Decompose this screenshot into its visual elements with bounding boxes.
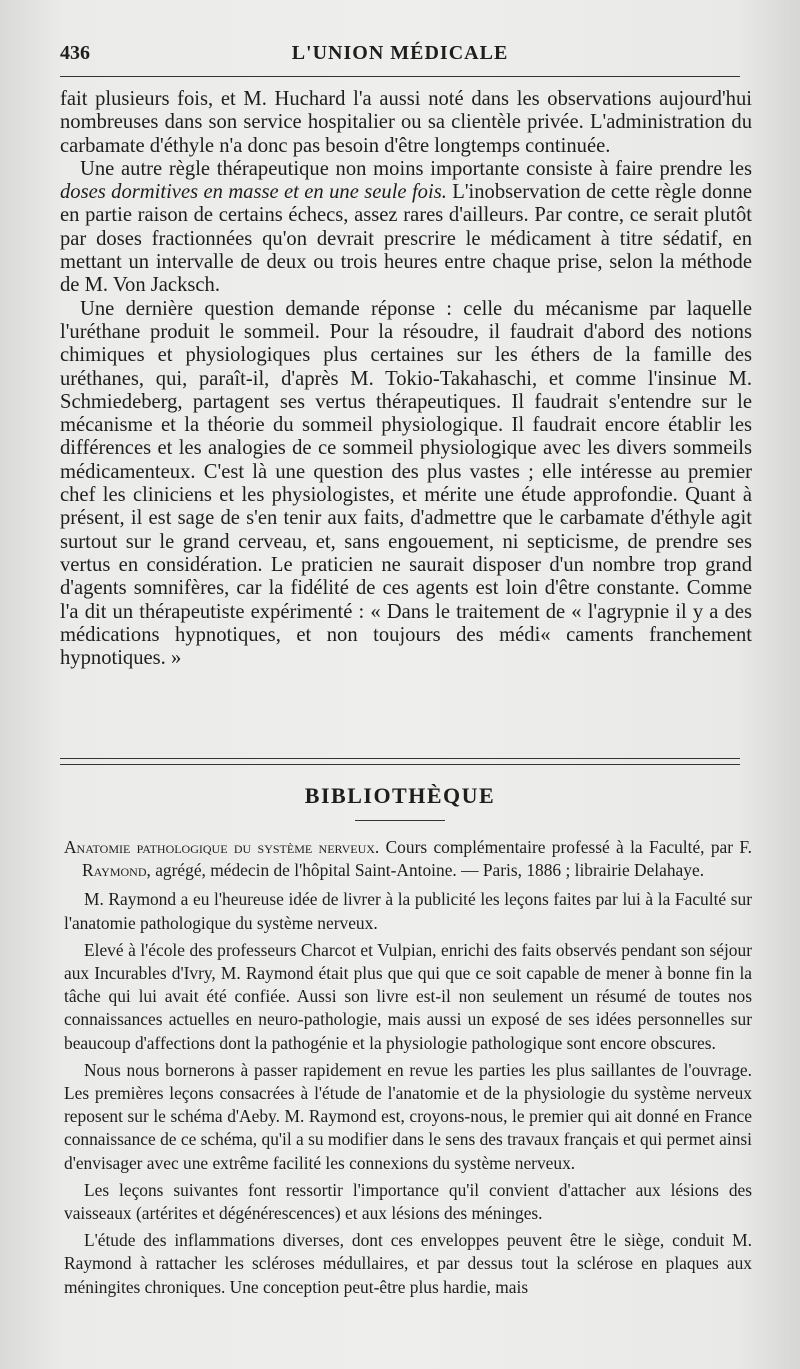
book-citation-rest: , agrégé, médecin de l'hôpital Saint-Antoine. — Paris, 1886 ; librairie Delahaye.	[146, 860, 705, 881]
article-paragraph-1: fait plusieurs fois, et M. Huchard l'a aussi noté dans les observations aujourd'hui nombreuses dans son service hospitalier ou sa clientèle privée. L'administration du carbamate d'éthyle n'a donc pas besoin d'être longtemps continuée.	[60, 88, 752, 157]
page-header	[60, 42, 740, 72]
review-paragraph-3: Nous nous bornerons à passer rapidement en revue les parties les plus saillantes de l'ouvrage. Les premières leçons consacrées à l'étude de l'anatomie et de la physiologie du système nerveux reposent sur le schéma d'Aeby. M. Raymond est, croyons-nous, le premier qui ait donné en France connaissance de ce schéma, qu'il a su modifier dans le sens des travaux français et qui permet ainsi d'envisager avec une extrême facilité les connexions du système nerveux.	[64, 1059, 752, 1173]
review-paragraph-5: L'étude des inflammations diverses, dont ces enveloppes peuvent être le siège, conduit M. Raymond à rattacher les scléroses médullaires, et par dessus tout la sclérose en plaques aux méningites chroniques. Une conception peut-être plus hardie, mais	[64, 1230, 752, 1297]
section-heading: BIBLIOTHÈQUE	[304, 783, 496, 808]
review-paragraph-1: M. Raymond a eu l'heureuse idée de livrer à la publicité les leçons faites par lui à la Faculté sur l'anatomie pathologique du système nerveux.	[64, 889, 752, 933]
article-body	[60, 88, 752, 670]
article-paragraph-3: Une dernière question demande réponse : celle du mécanisme par laquelle l'uréthane produit le sommeil. Pour la résoudre, il faudrait d'abord des notions chimiques et physiologiques plus certaines sur les éthers de la famille des uréthanes, qui, paraît-il, d'après M. Tokio-Takahaschi, et comme l'insinue M. Schmiedeberg, partagent ses vertus thérapeutiques. Il faudrait s'entendre sur le mécanisme et la théorie du sommeil physiologique. Il faudrait encore établir les différences et les analogies de ce sommeil physiologique avec les divers sommeils médicamenteux. C'est là une question des plus vastes ; elle intéresse au premier chef les cliniciens et les physiologistes, et mérite une étude approfondie. Quant à présent, il est sage de s'en tenir aux faits, d'admettre que le carbamate d'éthyle agit surtout sur le grand cerveau, et, sans engouement, ni septicisme, de prendre ses vertus en considération. Le praticien ne saurait disposer d'un nombre trop grand d'agents somnifères, car la fidélité de ces agents est loin d'être constante. Comme l'a dit un thérapeutiste expérimenté : « Dans le traitement de « l'agrypnie il y a des médications hypnotiques, et non toujours des médi« caments franchement hypnotiques. »	[60, 297, 752, 670]
book-author: Raymond	[82, 860, 147, 881]
book-citation	[64, 836, 752, 882]
running-title: L'UNION MÉDICALE	[291, 42, 509, 64]
article-paragraph-2-start: Une autre règle thérapeutique non moins importante consiste à faire prendre les	[80, 157, 752, 180]
page-number: 436	[60, 42, 90, 64]
review-paragraph-2: Elevé à l'école des professeurs Charcot et Vulpian, enrichi des faits observés pendant son séjour aux Incurables d'Ivry, M. Raymond était plus que qui que ce soit capable de mener à bonne fin la tâche qui lui avait été confiée. Aussi son livre est-il non seulement un résumé de toutes nos connaissances actuelles en neuro-pathologie, mais aussi un exposé de ses idées personnelles sur beaucoup d'affections dont la pathogénie et la physiologie pathologique sont encore obscures.	[64, 939, 752, 1053]
article-paragraph-2-emphasis: doses dormitives en masse et en une seule fois.	[60, 181, 447, 204]
article-paragraph-2	[60, 158, 752, 298]
article-paragraph-2-end: L'inobservation de cette règle donne en partie raison de certains échecs, assez rares d'ailleurs. Par contre, ce serait plutôt par doses fractionnées qu'on devrait prescrire le médicament à titre sédatif, en mettant un intervalle de deux ou trois heures entre chaque prise, selon la méthode de M. Von Jacksch.	[60, 181, 752, 297]
book-review	[64, 836, 752, 1303]
book-title: Anatomie pathologique du système nerveux.	[64, 837, 380, 857]
book-citation-mid: Cours complémentaire professé à la Faculté, par F.	[379, 837, 752, 857]
header-rule	[60, 76, 740, 77]
review-paragraph-4: Les leçons suivantes font ressortir l'importance qu'il convient d'attacher aux lésions des vaisseaux (artérites et dégénérescences) et aux lésions des méninges.	[64, 1179, 752, 1224]
section-double-rule	[60, 758, 740, 765]
section-heading-rule	[355, 820, 445, 821]
